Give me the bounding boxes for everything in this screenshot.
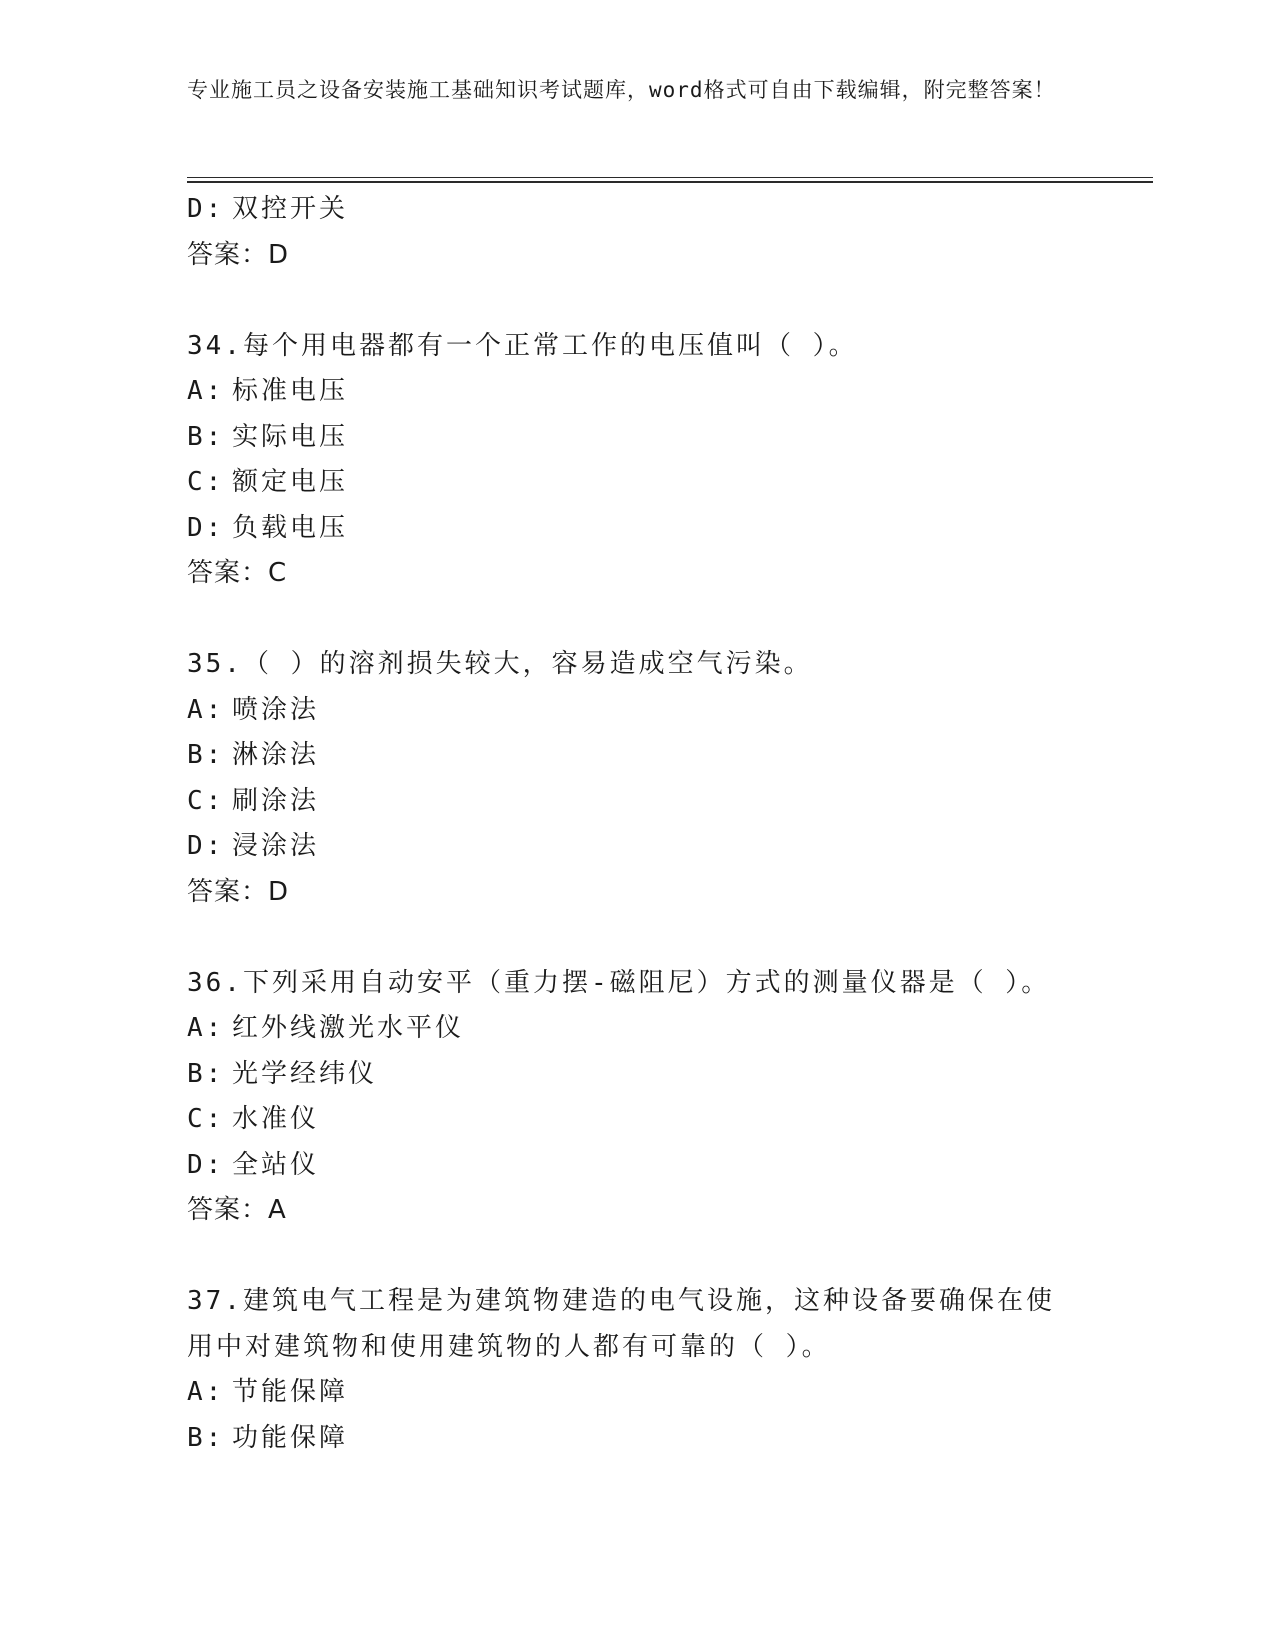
option-text: 功能保障	[232, 1422, 349, 1453]
option-row	[187, 187, 1087, 233]
option-text: 标准电压	[232, 376, 349, 406]
option-key: B:	[187, 740, 225, 770]
option-text: 光学经纬仪	[232, 1058, 378, 1089]
option-text: 节能保障	[232, 1377, 349, 1407]
option-text: 淋涂法	[232, 740, 320, 770]
option-row	[187, 1052, 1087, 1098]
option-row	[187, 1097, 1087, 1143]
spacer	[187, 597, 1087, 643]
option-key: C:	[187, 785, 225, 816]
option-row	[187, 688, 1087, 734]
option-key: A:	[187, 694, 225, 725]
option-text: 全站仪	[232, 1149, 320, 1180]
option-key: B:	[187, 421, 225, 452]
option-row	[187, 1416, 1087, 1462]
option-key: C:	[187, 467, 225, 497]
option-text: 红外线激光水平仪	[232, 1013, 465, 1043]
option-text: 双控开关	[232, 194, 349, 224]
option-key: B:	[187, 1058, 225, 1089]
answer-line: 答案：A	[187, 1195, 287, 1225]
header-divider-thin	[187, 177, 1153, 178]
option-text: 刷涂法	[232, 785, 320, 816]
option-row	[187, 460, 1087, 506]
option-row	[187, 1143, 1087, 1189]
question-stem: 35.（ ）的溶剂损失较大，容易造成空气污染。	[187, 649, 813, 679]
option-row	[187, 779, 1087, 825]
question-stem: 36.下列采用自动安平（重力摆-磁阻尼）方式的测量仪器是（ ）。	[187, 967, 1051, 998]
option-text: 负载电压	[232, 512, 349, 543]
option-text: 实际电压	[232, 421, 349, 452]
answer-line: 答案：D	[187, 876, 290, 907]
option-row	[187, 506, 1087, 552]
option-key: B:	[187, 1422, 225, 1453]
option-row	[187, 369, 1087, 415]
spacer	[187, 1234, 1087, 1280]
option-row	[187, 1370, 1087, 1416]
option-key: D:	[187, 512, 225, 543]
option-key: D:	[187, 194, 225, 224]
option-text: 浸涂法	[232, 831, 320, 861]
answer-line: 答案：C	[187, 558, 288, 588]
option-row	[187, 1006, 1087, 1052]
spacer	[187, 915, 1087, 961]
document-header: 专业施工员之设备安装施工基础知识考试题库，word格式可自由下载编辑，附完整答案！	[187, 78, 1056, 102]
option-text: 额定电压	[232, 467, 349, 497]
option-row	[187, 824, 1087, 870]
option-key: C:	[187, 1104, 225, 1134]
option-key: D:	[187, 831, 225, 861]
answer-line: 答案：D	[187, 239, 290, 270]
spacer	[187, 278, 1087, 324]
option-key: D:	[187, 1149, 225, 1180]
option-key: A:	[187, 376, 225, 406]
question-list	[187, 187, 1087, 1461]
option-text: 水准仪	[232, 1104, 320, 1134]
option-row	[187, 733, 1087, 779]
option-key: A:	[187, 1377, 225, 1407]
option-text: 喷涂法	[232, 694, 320, 725]
question-stem: 34.每个用电器都有一个正常工作的电压值叫（ ）。	[187, 330, 858, 361]
question-stem: 37.建筑电气工程是为建筑物建造的电气设施，这种设备要确保在使用中对建筑物和使用建筑物的人都有可靠的（ ）。	[187, 1286, 1055, 1362]
option-row	[187, 415, 1087, 461]
option-key: A:	[187, 1013, 225, 1043]
header-divider-thick	[187, 181, 1153, 183]
